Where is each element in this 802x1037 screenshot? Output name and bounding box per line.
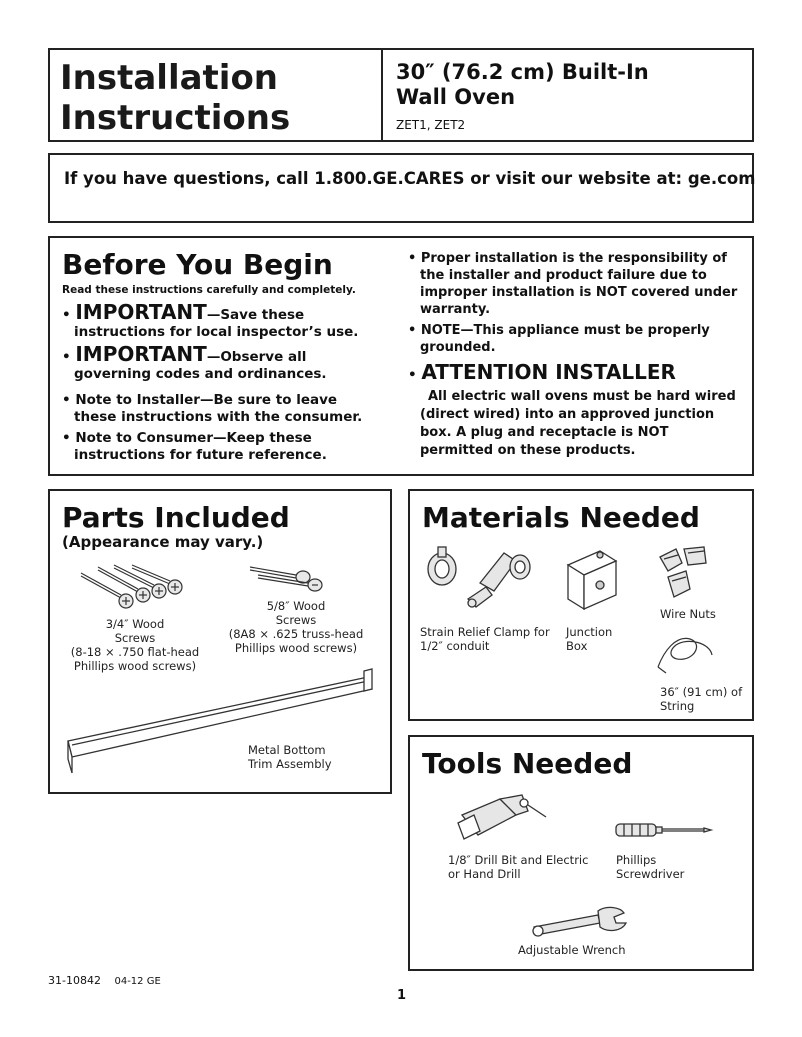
bullet-important-2: • IMPORTANT—Observe all governing codes and ordinances. (62, 342, 327, 382)
trim-line1: Metal Bottom (248, 743, 326, 757)
string-line1: 36″ (91 cm) of (660, 685, 743, 699)
important-2-text: —Observe all governing codes and ordinances. (74, 349, 327, 382)
bullet-proper-installation: • Proper installation is the responsibility of the installer and product failure due to improper installation is NOT covered under warranty. (408, 251, 738, 317)
parts-title: Parts Included (62, 501, 290, 534)
parts-included-box (48, 489, 392, 794)
screwdriver-line1: Phillips (616, 853, 657, 867)
proper-installation-text: Proper installation is the responsibility of the installer and product failure due to improper installation is NOT covered under warranty. (420, 251, 738, 317)
product-title-line2: Wall Oven (396, 85, 516, 109)
screws-58-line3: (8A8 × .625 truss-head (228, 627, 364, 641)
strain-relief-clamp-icon (420, 547, 536, 611)
product-title-line1: 30″ (76.2 cm) Built-In (396, 60, 649, 84)
screwdriver-caption (616, 853, 684, 881)
note-consumer-text: Note to Consumer—Keep these instructions for future reference. (74, 430, 327, 463)
header-divider (381, 50, 383, 140)
doc-date: 04-12 GE (114, 976, 161, 987)
before-title: Before You Begin (62, 248, 333, 281)
before-subtitle: Read these instructions carefully and completely. (62, 284, 356, 296)
before-you-begin-box (48, 236, 754, 476)
materials-title: Materials Needed (422, 501, 700, 534)
bullet-note-grounded: • NOTE—This appliance must be properly grounded. (408, 323, 710, 355)
attention-body: All electric wall ovens must be hard wired (direct wired) into an approved junction box. A plug and receptacle is NOT permitted on these products. (420, 389, 736, 458)
clamp-line2: 1/2″ conduit (420, 639, 490, 653)
wrench-caption: Adjustable Wrench (518, 943, 626, 957)
note-installer-text: Note to Installer—Be sure to leave these instructions with the consumer. (74, 392, 363, 425)
screws-34-line4: Phillips wood screws) (73, 659, 197, 673)
important-1-text: —Save these instructions for local inspector’s use. (74, 307, 359, 340)
header-box (48, 48, 754, 142)
doc-number-text: 31-10842 (48, 974, 101, 987)
screws-58-line1: 5/8″ Wood (266, 599, 326, 613)
materials-needed-box (408, 489, 754, 721)
junction-box-caption (566, 625, 612, 653)
wood-screws-58-icon (246, 563, 326, 593)
trim-line2: Trim Assembly (248, 757, 332, 771)
doc-number (48, 974, 161, 987)
bullet-note-consumer: • Note to Consumer—Keep these instructions for future reference. (62, 430, 327, 463)
screws-34-line3: (8-18 × .750 flat-head (70, 645, 200, 659)
wire-nuts-caption: Wire Nuts (660, 607, 716, 621)
string-caption (660, 685, 742, 713)
bullet-attention: • ATTENTION INSTALLER (408, 360, 676, 384)
junction-line1: Junction (566, 625, 613, 639)
trim-caption (248, 743, 332, 771)
screws-58-line4: Phillips wood screws) (234, 641, 358, 655)
attention-title: ATTENTION INSTALLER (421, 360, 676, 384)
tools-needed-box (408, 735, 754, 971)
screwdriver-icon (614, 821, 714, 839)
model-numbers: ZET1, ZET2 (396, 118, 466, 132)
important-1-word: IMPORTANT (75, 300, 207, 324)
note-grounded-text: NOTE—This appliance must be properly grounded. (420, 323, 710, 355)
clamp-caption (420, 625, 550, 653)
tools-title: Tools Needed (422, 747, 633, 780)
string-icon (654, 631, 716, 675)
doc-title-line1: Installation (60, 58, 279, 98)
screws-58-caption (226, 599, 366, 655)
string-line2: String (660, 699, 695, 713)
wood-screws-34-icon (76, 563, 186, 613)
clamp-line1: Strain Relief Clamp for (420, 625, 550, 639)
parts-subtitle: (Appearance may vary.) (62, 533, 264, 551)
junction-box-icon (564, 547, 620, 611)
screwdriver-line2: Screwdriver (616, 867, 685, 881)
drill-caption (448, 853, 588, 881)
drill-line2: or Hand Drill (448, 867, 521, 881)
doc-title (60, 58, 290, 138)
screws-34-line1: 3/4″ Wood (105, 617, 165, 631)
drill-icon (452, 791, 552, 845)
important-2-word: IMPORTANT (75, 342, 207, 366)
contact-box (48, 153, 754, 223)
screws-34-caption (70, 617, 200, 673)
contact-text: If you have questions, call 1.800.GE.CARES or visit our website at: ge.com (64, 169, 756, 188)
screws-34-line2: Screws (114, 631, 156, 645)
screws-58-line2: Screws (275, 613, 317, 627)
page-number: 1 (397, 988, 407, 1003)
wire-nuts-icon (654, 543, 714, 603)
doc-title-line2: Instructions (60, 98, 291, 138)
bullet-important-1: • IMPORTANT—Save these instructions for local inspector’s use. (62, 300, 359, 340)
adjustable-wrench-icon (528, 905, 628, 939)
product-title (396, 60, 649, 110)
bullet-note-installer: • Note to Installer—Be sure to leave these instructions with the consumer. (62, 392, 363, 425)
drill-line1: 1/8″ Drill Bit and Electric (448, 853, 589, 867)
junction-line2: Box (566, 639, 588, 653)
